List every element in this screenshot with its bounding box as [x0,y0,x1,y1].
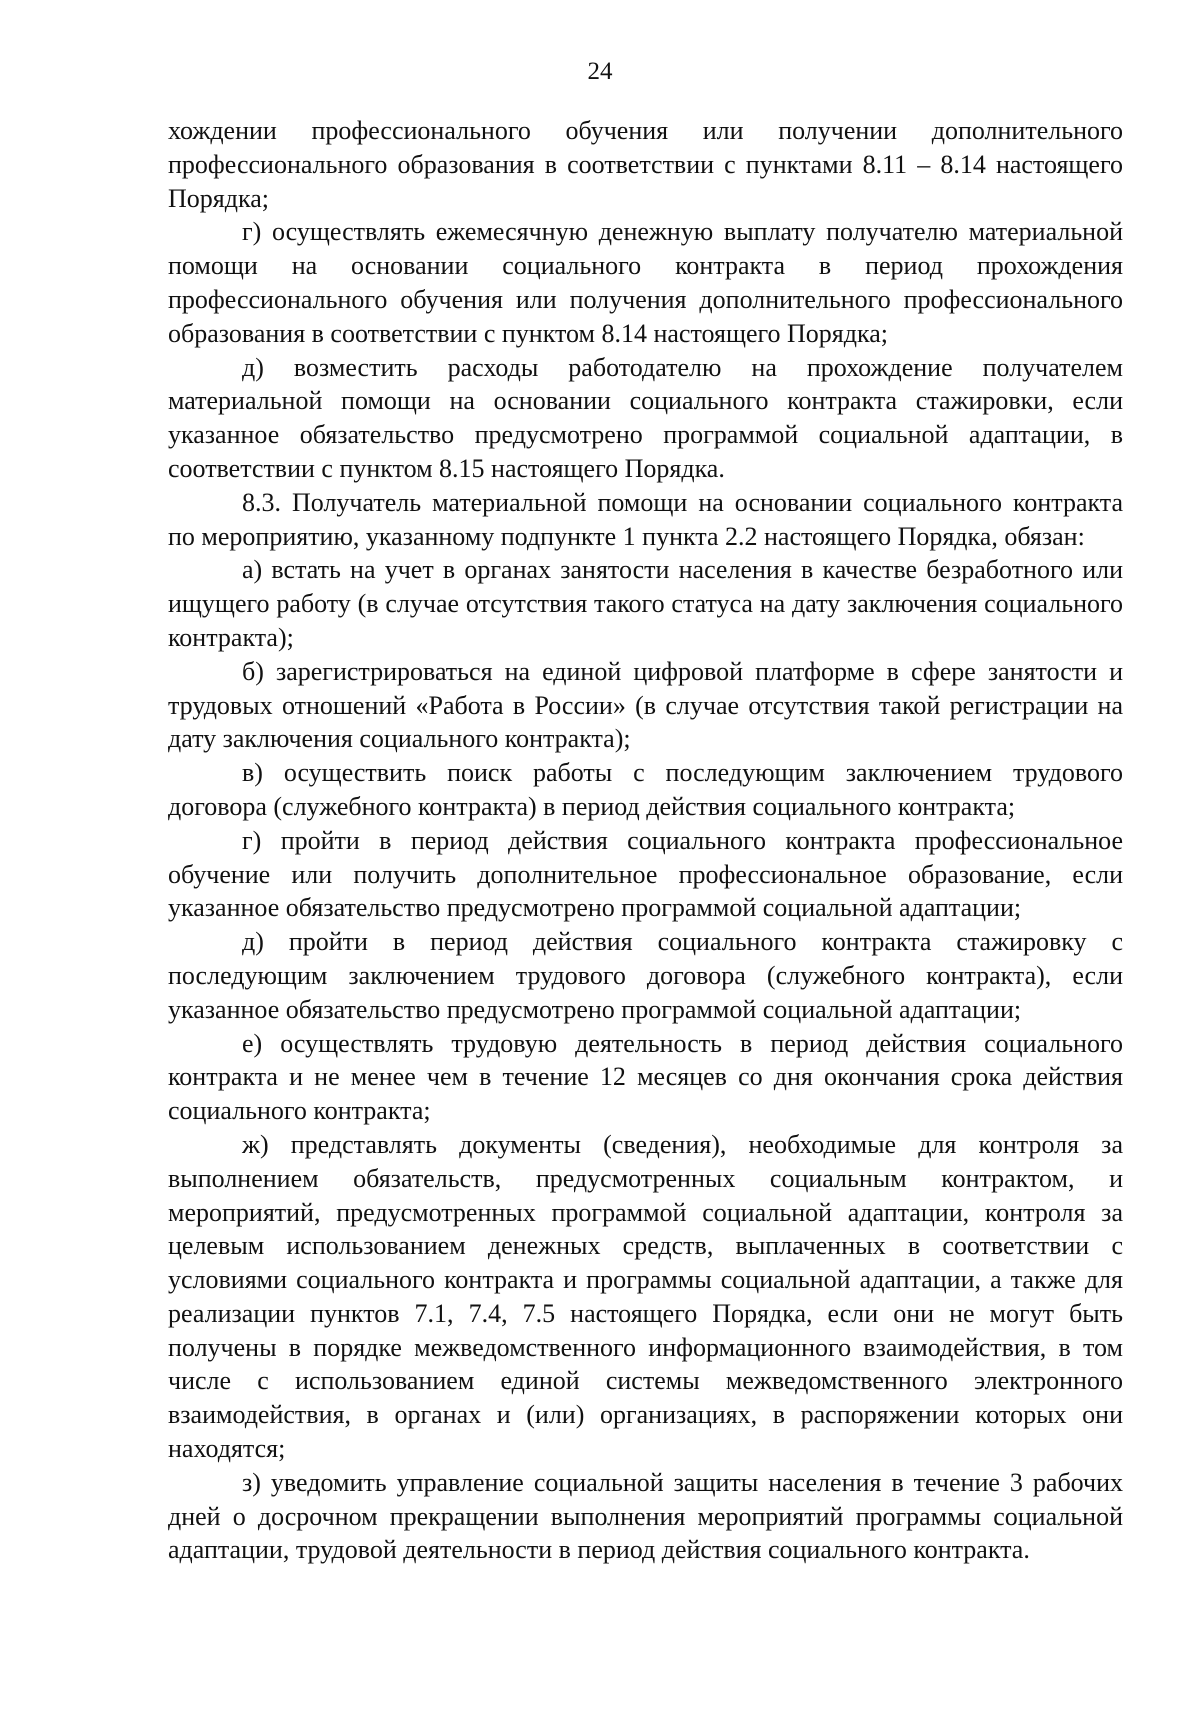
paragraph-item-z: з) уведомить управление социальной защиты населения в течение 3 рабочих дней о досрочном прекращении выполнения мероприятий программы социальной адаптации, трудовой деятельности в период действия социального контракта. [168,1467,1123,1565]
paragraph-item-v: в) осуществить поиск работы с последующим заключением трудового договора (служебного контракта) в период действия социального контракта; [168,758,1123,821]
page-number: 24 [587,58,613,85]
paragraph-item-e: е) осуществлять трудовую деятельность в период действия социального контракта и не менее чем в течение 12 месяцев со дня окончания срока действия социального контракта; [168,1028,1123,1126]
paragraph-8-3: 8.3. Получатель материальной помощи на основании социального контракта по мероприятию, указанному подпункте 1 пункта 2.2 настоящего Порядка, обязан: [168,487,1123,551]
paragraph-item-d: д) пройти в период действия социального контракта стажировку с последующим заключением трудового договора (служебного контракта), если указанное обязательство предусмотрено программой социальной адаптации; [168,927,1123,1024]
paragraph-item-zh: ж) представлять документы (сведения), необходимые для контроля за выполнением обязательств, предусмотренных социальным контрактом, и мероприятий, предусмотренных программой социальной адаптации, контроля за целевым использованием денежных средств, выплаченных в соответствии с условиями социального контракта и программы социальной адаптации, а также для реализации пунктов 7.1, 7.4, 7.5 настоящего Порядка, если они не могут быть получены в порядке межведомственного информационного взаимодействия, в том числе с использованием единой системы межведомственного электронного взаимодействия, в органах и (или) организациях, в распоряжении которых они находятся; [168,1129,1123,1464]
paragraph-item-a: а) встать на учет в органах занятости населения в качестве безработного или ищущего работу (в случае отсутствия такого статуса на дату заключения социального контракта); [168,555,1123,652]
paragraph-item-b: б) зарегистрироваться на единой цифровой платформе в сфере занятости и трудовых отношений «Работа в России» (в случае отсутствия такой регистрации на дату заключения социального контракта); [168,656,1123,754]
paragraph-item-g-8-2: г) осуществлять ежемесячную денежную выплату получателю материальной помощи на основании социального контракта в период прохождения профессионального обучения или получения дополнительного профессионального образования в соответствии с пунктом 8.14 настоящего Порядка; [168,217,1123,348]
paragraph-continuation: хождении профессионального обучения или получении дополнительного профессионального образования в соответствии с пунктами 8.11 – 8.14 настоящего Порядка; [168,116,1123,213]
paragraph-item-d-8-2: д) возместить расходы работодателю на прохождение получателем материальной помощи на основании социального контракта стажировки, если указанное обязательство предусмотрено программой социальной адаптации, в соответствии с пунктом 8.15 настоящего Порядка. [168,352,1123,483]
paragraph-item-g: г) пройти в период действия социального контракта профессиональное обучение или получить дополнительное профессиональное образование, если указанное обязательство предусмотрено программой социальной адаптации; [168,825,1123,923]
document-body [168,114,1123,1567]
